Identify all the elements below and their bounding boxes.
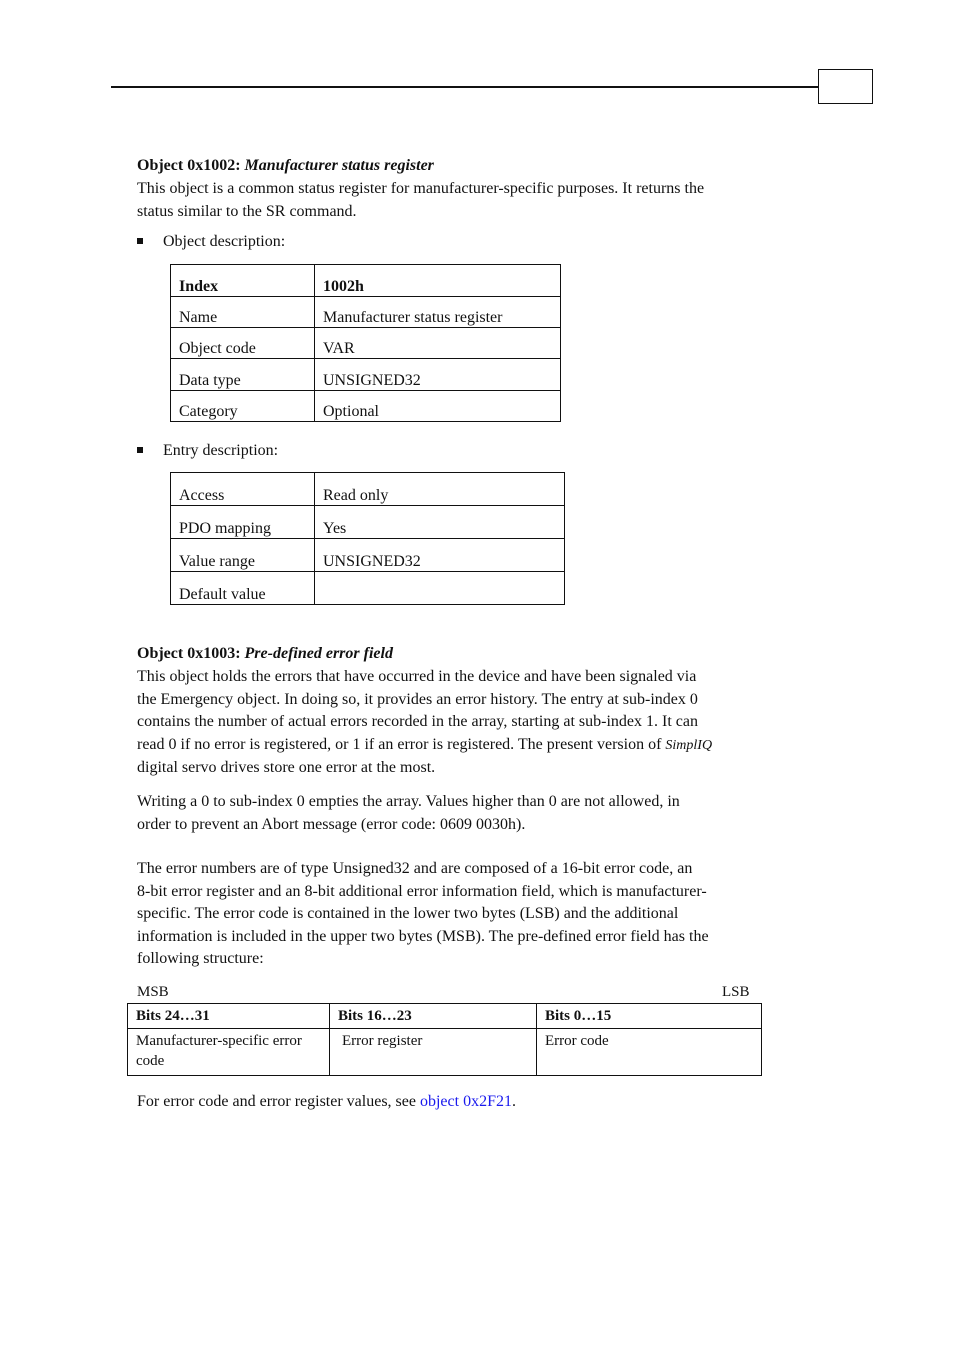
table-row bbox=[171, 265, 561, 297]
paragraph-0x1003-structure bbox=[137, 858, 827, 971]
table-key: Category bbox=[171, 391, 315, 422]
table-row bbox=[171, 506, 565, 539]
paragraph-line: information is included in the upper two bytes (MSB). The pre-defined error field has the bbox=[137, 927, 709, 945]
bullet-label: Entry description: bbox=[163, 442, 279, 459]
heading-object-id: Object 0x1002: bbox=[137, 157, 241, 174]
footer-paragraph: For error code and error register values, see object 0x2F21. bbox=[137, 1093, 516, 1110]
table-key: Data type bbox=[171, 359, 315, 391]
paragraph-line: specific. The error code is contained in the lower two bytes (LSB) and the additional bbox=[137, 905, 679, 922]
paragraph-line: This object is a common status register for manufacturer-specific purposes. It returns the bbox=[137, 180, 705, 197]
table-value: Yes bbox=[315, 506, 565, 539]
brand-simpliq: SimplIQ bbox=[665, 737, 713, 753]
table-row bbox=[171, 359, 561, 391]
object-description-table bbox=[170, 264, 561, 422]
table-row bbox=[171, 297, 561, 328]
entry-description-table bbox=[170, 472, 565, 605]
table-key: Index bbox=[171, 265, 315, 297]
paragraph-line: 8-bit error register and an 8-bit additional error information field, which is manufacturer- bbox=[137, 882, 707, 900]
paragraph-line: status similar to the SR command. bbox=[137, 202, 357, 220]
table-value bbox=[315, 572, 565, 605]
table-row bbox=[171, 328, 561, 359]
heading-object-name: Pre-defined error field bbox=[244, 645, 393, 662]
table-value: Read only bbox=[315, 473, 565, 506]
table-header-cell: Bits 24…31 bbox=[128, 1004, 330, 1029]
table-key: Default value bbox=[171, 572, 315, 605]
table-header-cell: Bits 0…15 bbox=[537, 1004, 762, 1029]
table-row bbox=[128, 1029, 762, 1076]
table-row bbox=[171, 473, 565, 506]
table-row bbox=[171, 572, 565, 605]
paragraph-line: the Emergency object. In doing so, it provides an error history. The entry at sub-index 0 bbox=[137, 690, 698, 708]
paragraph-0x1003-writing bbox=[137, 791, 827, 836]
heading-object-id: Object 0x1003: bbox=[137, 645, 241, 662]
bullet-object-description bbox=[137, 233, 285, 251]
table-row bbox=[171, 539, 565, 572]
paragraph-line: Writing a 0 to sub-index 0 empties the array. Values higher than 0 are not allowed, in bbox=[137, 793, 680, 810]
paragraph-0x1002 bbox=[137, 178, 827, 223]
bullet-label: Object description: bbox=[163, 233, 286, 250]
table-cell: Error register bbox=[330, 1029, 537, 1076]
table-key: Value range bbox=[171, 539, 315, 572]
section-heading-0x1002 bbox=[137, 157, 434, 175]
lsb-label: LSB bbox=[722, 984, 750, 1000]
section-heading-0x1003 bbox=[137, 645, 393, 663]
paragraph-line: digital servo drives store one error at the most. bbox=[137, 759, 436, 776]
table-value: Optional bbox=[315, 391, 561, 422]
table-value: UNSIGNED32 bbox=[315, 539, 565, 572]
paragraph-0x1003-intro bbox=[137, 666, 827, 780]
table-key: PDO mapping bbox=[171, 506, 315, 539]
error-field-structure-table bbox=[127, 1003, 762, 1076]
table-header-cell: Bits 16…23 bbox=[330, 1004, 537, 1029]
paragraph-line: order to prevent an Abort message (error code: 0609 0030h). bbox=[137, 815, 526, 833]
table-value: Manufacturer status register bbox=[315, 297, 561, 328]
table-row bbox=[171, 391, 561, 422]
paragraph-line: contains the number of actual errors recorded in the array, starting at sub-index 1. It can bbox=[137, 713, 698, 730]
object-0x2f21-link[interactable]: object 0x2F21 bbox=[419, 1093, 512, 1110]
paragraph-line: read 0 if no error is registered, or 1 if an error is registered. The present version of SimplIQ bbox=[137, 735, 713, 753]
page-number-box bbox=[818, 69, 873, 104]
table-header-row bbox=[128, 1004, 762, 1029]
table-key: Access bbox=[171, 473, 315, 506]
table-key: Object code bbox=[171, 328, 315, 359]
msb-label: MSB bbox=[137, 984, 169, 1000]
paragraph-line: following structure: bbox=[137, 950, 264, 967]
bullet-entry-description bbox=[137, 442, 278, 460]
table-value: VAR bbox=[315, 328, 561, 359]
table-value: UNSIGNED32 bbox=[315, 359, 561, 391]
table-value: 1002h bbox=[315, 265, 561, 297]
paragraph-line: This object holds the errors that have occurred in the device and have been signaled via bbox=[137, 668, 697, 685]
header-rule bbox=[111, 86, 819, 88]
table-key: Name bbox=[171, 297, 315, 328]
bullet-square-icon bbox=[137, 238, 143, 244]
paragraph-line: The error numbers are of type Unsigned32 and are composed of a 16-bit error code, an bbox=[137, 860, 693, 877]
heading-object-name: Manufacturer status register bbox=[244, 157, 434, 174]
bullet-square-icon bbox=[137, 447, 143, 453]
table-cell: Error code bbox=[537, 1029, 762, 1076]
table-cell: Manufacturer-specific error code bbox=[128, 1029, 330, 1076]
